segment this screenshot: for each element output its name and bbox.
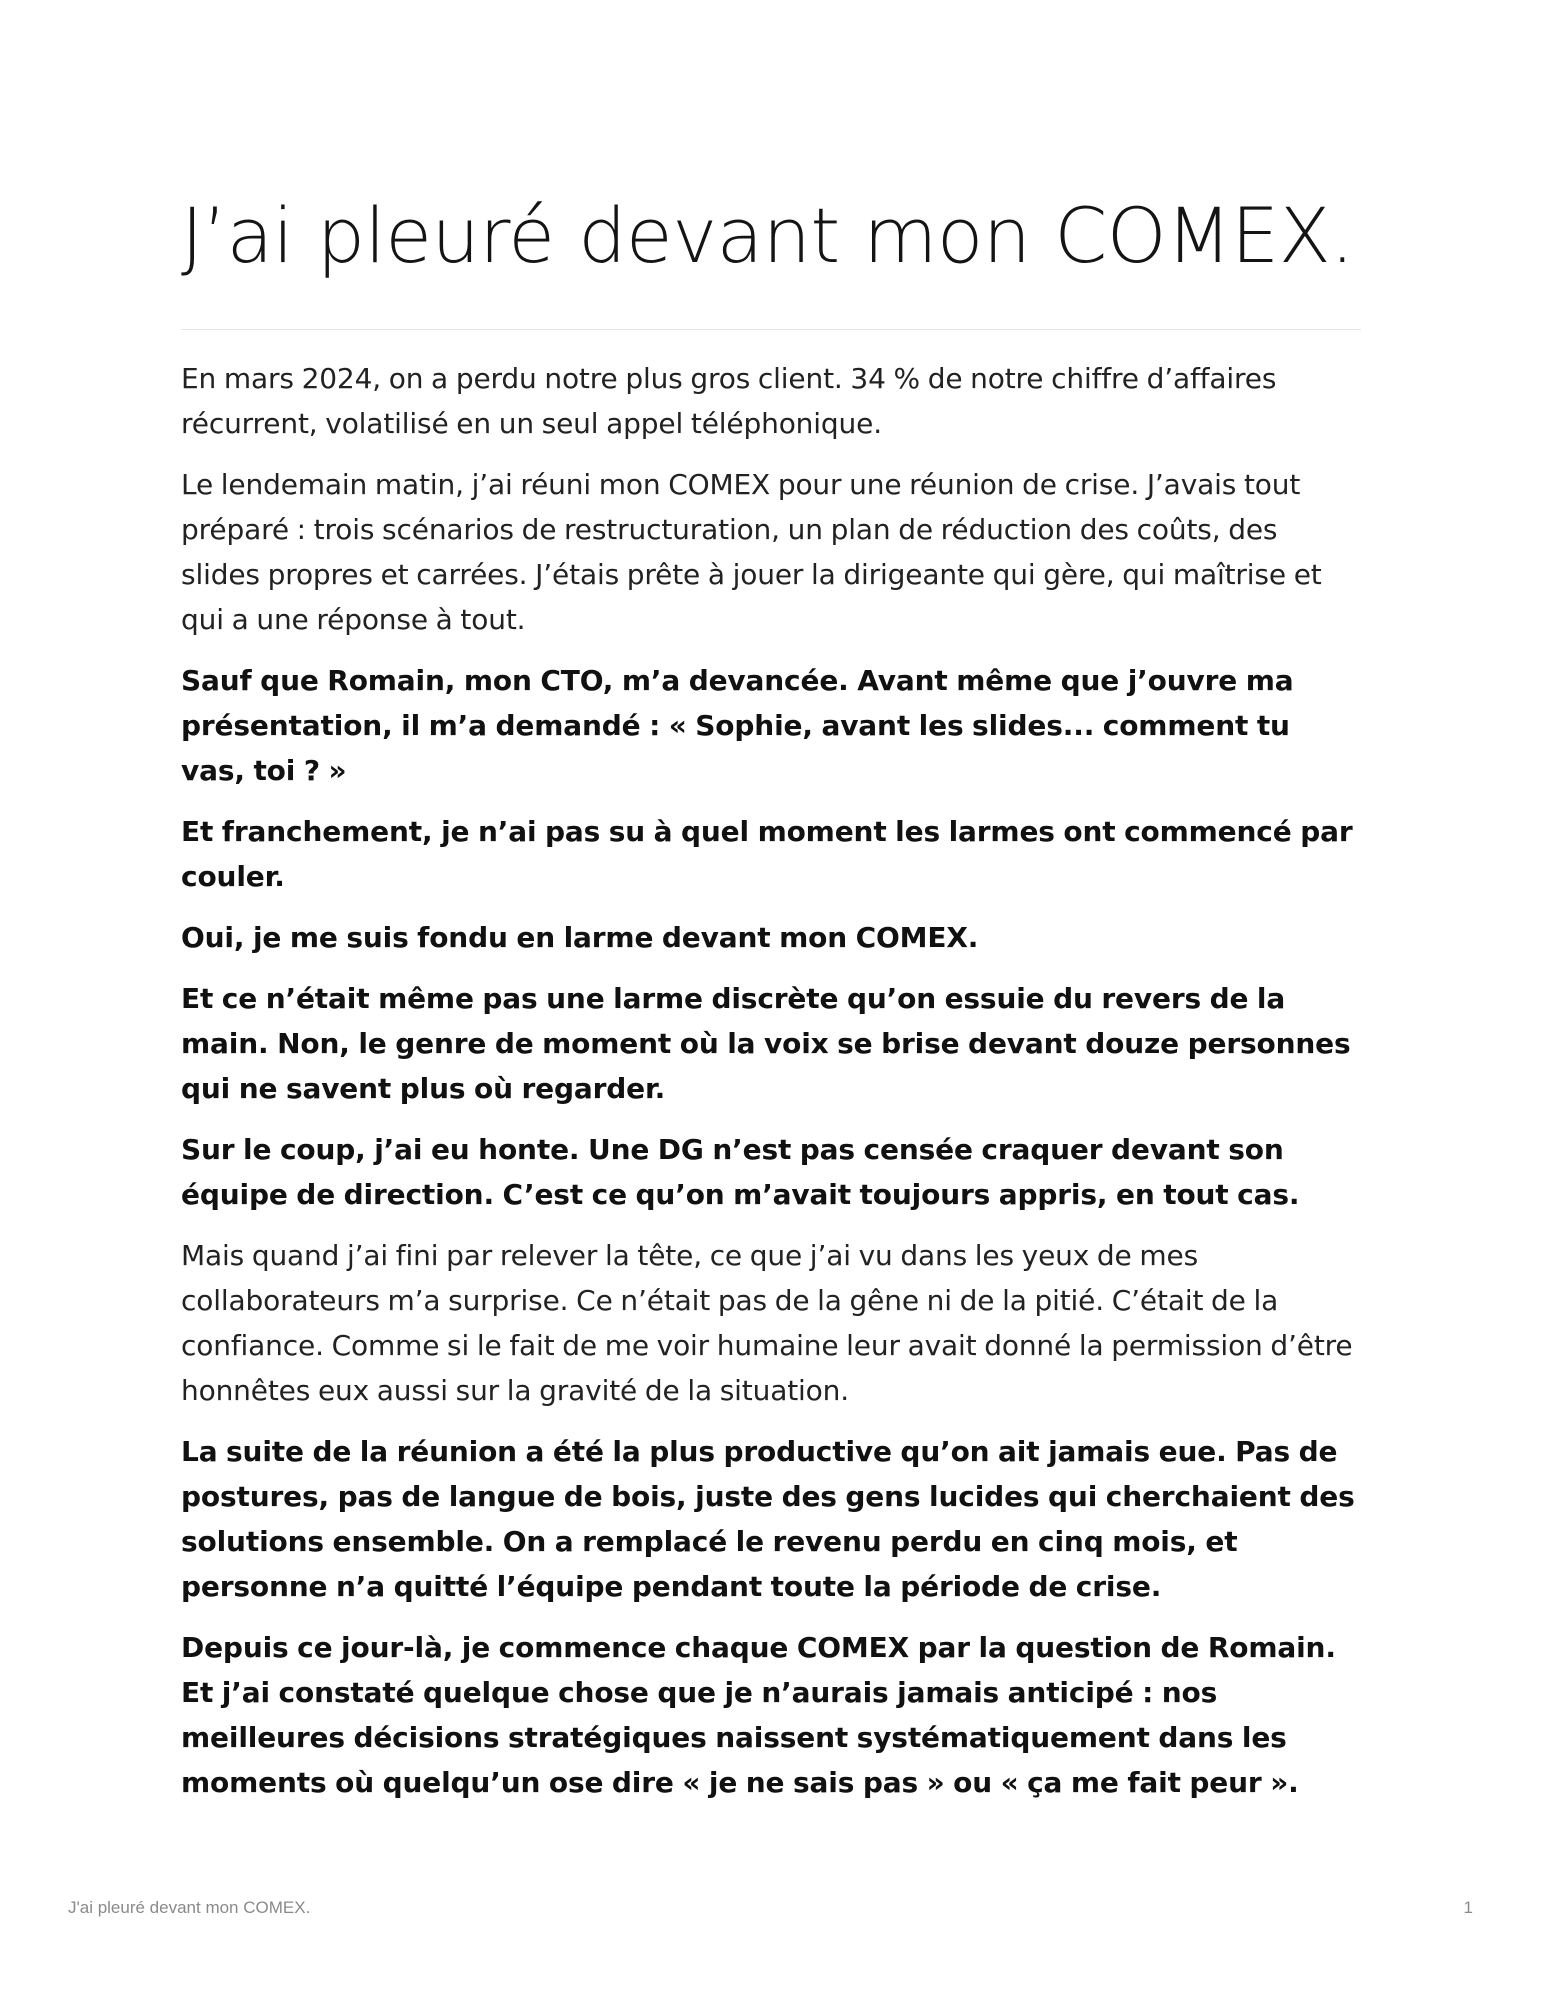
paragraph-6: Et ce n’était même pas une larme discrète qu’on essuie du revers de la main. Non, le genre de moment où la voix se brise devant douze personnes qui ne savent plus où regarder.	[181, 982, 1351, 1106]
title-divider	[181, 329, 1361, 330]
document-title: J’ai pleuré devant mon COMEX.	[181, 191, 1354, 280]
paragraph-9: La suite de la réunion a été la plus productive qu’on ait jamais eue. Pas de postures, pas de langue de bois, juste des gens lucides qui cherchaient des solutions ensemble. On a remplacé le revenu perdu en cinq mois, et personne n’a quitté l’équipe pendant toute la période de crise.	[181, 1435, 1355, 1604]
paragraph-5: Oui, je me suis fondu en larme devant mon COMEX.	[181, 921, 979, 955]
footer-page-number: 1	[1463, 1898, 1473, 1917]
document-page	[181, 190, 1361, 1821]
paragraph-1: En mars 2024, on a perdu notre plus gros client. 34 % de notre chiffre d’affaires récurrent, volatilisé en un seul appel téléphonique.	[181, 362, 1277, 441]
paragraph-3: Sauf que Romain, mon CTO, m’a devancée. Avant même que j’ouvre ma présentation, il m’a demandé : « Sophie, avant les slides... comment tu vas, toi ? »	[181, 664, 1294, 788]
paragraph-8: Mais quand j’ai fini par relever la tête, ce que j’ai vu dans les yeux de mes collaborateurs m’a surprise. Ce n’était pas de la gêne ni de la pitié. C’était de la confiance. Comme si le fait de me voir humaine leur avait donné la permission d’être honnêtes eux aussi sur la gravité de la situation.	[181, 1239, 1353, 1408]
paragraph-2: Le lendemain matin, j’ai réuni mon COMEX pour une réunion de crise. J’avais tout préparé : trois scénarios de restructuration, un plan de réduction des coûts, des slides propres et carrées. J’étais prête à jouer la dirigeante qui gère, qui maîtrise et qui a une réponse à tout.	[181, 468, 1322, 637]
paragraph-7: Sur le coup, j’ai eu honte. Une DG n’est pas censée craquer devant son équipe de direction. C’est ce qu’on m’avait toujours appris, en tout cas.	[181, 1133, 1300, 1212]
paragraph-4: Et franchement, je n’ai pas su à quel moment les larmes ont commencé par couler.	[181, 815, 1353, 894]
footer-running-title: J'ai pleuré devant mon COMEX.	[68, 1898, 311, 1917]
paragraph-10: Depuis ce jour-là, je commence chaque COMEX par la question de Romain. Et j’ai constaté quelque chose que je n’aurais jamais anticipé : nos meilleures décisions stratégiques naissent systématiquement dans les moments où quelqu’un ose dire « je ne sais pas » ou « ça me fait peur ».	[181, 1631, 1336, 1800]
